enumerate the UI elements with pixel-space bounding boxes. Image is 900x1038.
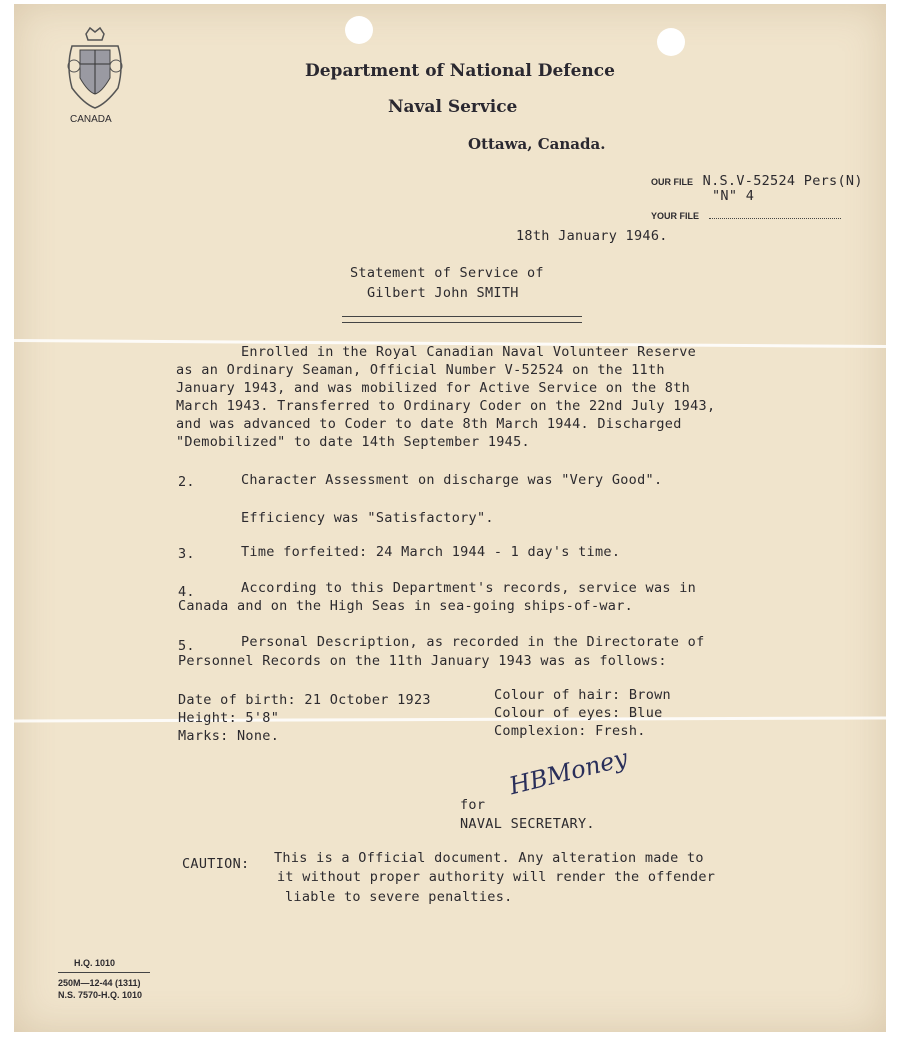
our-file-value: N.S.V-52524 Pers(N) — [702, 173, 863, 189]
signature-for: for — [460, 797, 486, 813]
caution-label: CAUTION: — [182, 856, 250, 872]
service-record-line: According to this Department's records, service was in — [241, 580, 697, 596]
para1-line: "Demobilized" to date 14th September 1945. — [176, 434, 530, 450]
form-code: H.Q. 1010 — [74, 958, 116, 968]
form-code-rule — [58, 972, 150, 973]
your-file-label: YOUR FILE — [651, 211, 700, 221]
our-file-value-second: "N" 4 — [712, 188, 755, 204]
efficiency: Efficiency was "Satisfactory". — [241, 510, 494, 526]
naval-secretary: NAVAL SECRETARY. — [460, 816, 595, 832]
character-assessment: Character Assessment on discharge was "Very Good". — [241, 472, 663, 488]
para1-line: January 1943, and was mobilized for Active Service on the 8th — [176, 380, 691, 396]
canada-crest-icon — [64, 26, 126, 110]
caution-line: This is a Official document. Any alteration made to — [274, 850, 704, 866]
our-file-row — [651, 170, 863, 189]
para1-line: as an Ordinary Seaman, Official Number V-52524 on the 11th — [176, 362, 665, 378]
tear-line — [14, 716, 886, 722]
marks: Marks: None. — [178, 728, 280, 744]
letterhead-service: Naval Service — [388, 97, 518, 117]
personal-description-line: Personnel Records on the 11th January 1943 was as follows: — [178, 653, 667, 669]
complexion: Complexion: Fresh. — [494, 723, 646, 739]
signature: HBMoney — [506, 743, 631, 801]
statement-title: Statement of Service of — [350, 265, 544, 281]
crest-caption: CANADA — [70, 114, 112, 125]
letter-date: 18th January 1946. — [516, 228, 668, 244]
our-file-label: OUR FILE — [651, 177, 693, 187]
height: Height: 5'8" — [178, 710, 280, 726]
item-number: 5. — [178, 638, 195, 654]
letterhead-city: Ottawa, Canada. — [468, 135, 606, 153]
your-file-value — [709, 210, 841, 219]
punch-hole — [345, 16, 373, 44]
personal-description-line: Personal Description, as recorded in the Directorate of — [241, 634, 705, 650]
item-number: 3. — [178, 546, 195, 562]
title-rule — [342, 316, 582, 323]
eye-colour: Colour of eyes: Blue — [494, 705, 663, 721]
letterhead-department: Department of National Defence — [305, 61, 615, 81]
caution-line: it without proper authority will render the offender — [277, 869, 716, 885]
form-code: N.S. 7570-H.Q. 1010 — [58, 990, 143, 1000]
hair-colour: Colour of hair: Brown — [494, 687, 671, 703]
para1-line: and was advanced to Coder to date 8th March 1944. Discharged — [176, 416, 682, 432]
item-number: 4. — [178, 584, 195, 600]
date-of-birth: Date of birth: 21 October 1923 — [178, 692, 431, 708]
item-number: 2. — [178, 474, 195, 490]
service-record-line: Canada and on the High Seas in sea-going ships-of-war. — [178, 598, 634, 614]
para1-line: March 1943. Transferred to Ordinary Coder on the 22nd July 1943, — [176, 398, 716, 414]
statement-name: Gilbert John SMITH — [367, 285, 519, 301]
form-code: 250M—12-44 (1311) — [58, 978, 141, 988]
punch-hole — [657, 28, 685, 56]
your-file-row — [651, 204, 841, 223]
time-forfeited: Time forfeited: 24 March 1944 - 1 day's time. — [241, 544, 621, 560]
caution-line: liable to severe penalties. — [285, 889, 513, 905]
para1-line: Enrolled in the Royal Canadian Naval Volunteer Reserve — [241, 344, 697, 360]
